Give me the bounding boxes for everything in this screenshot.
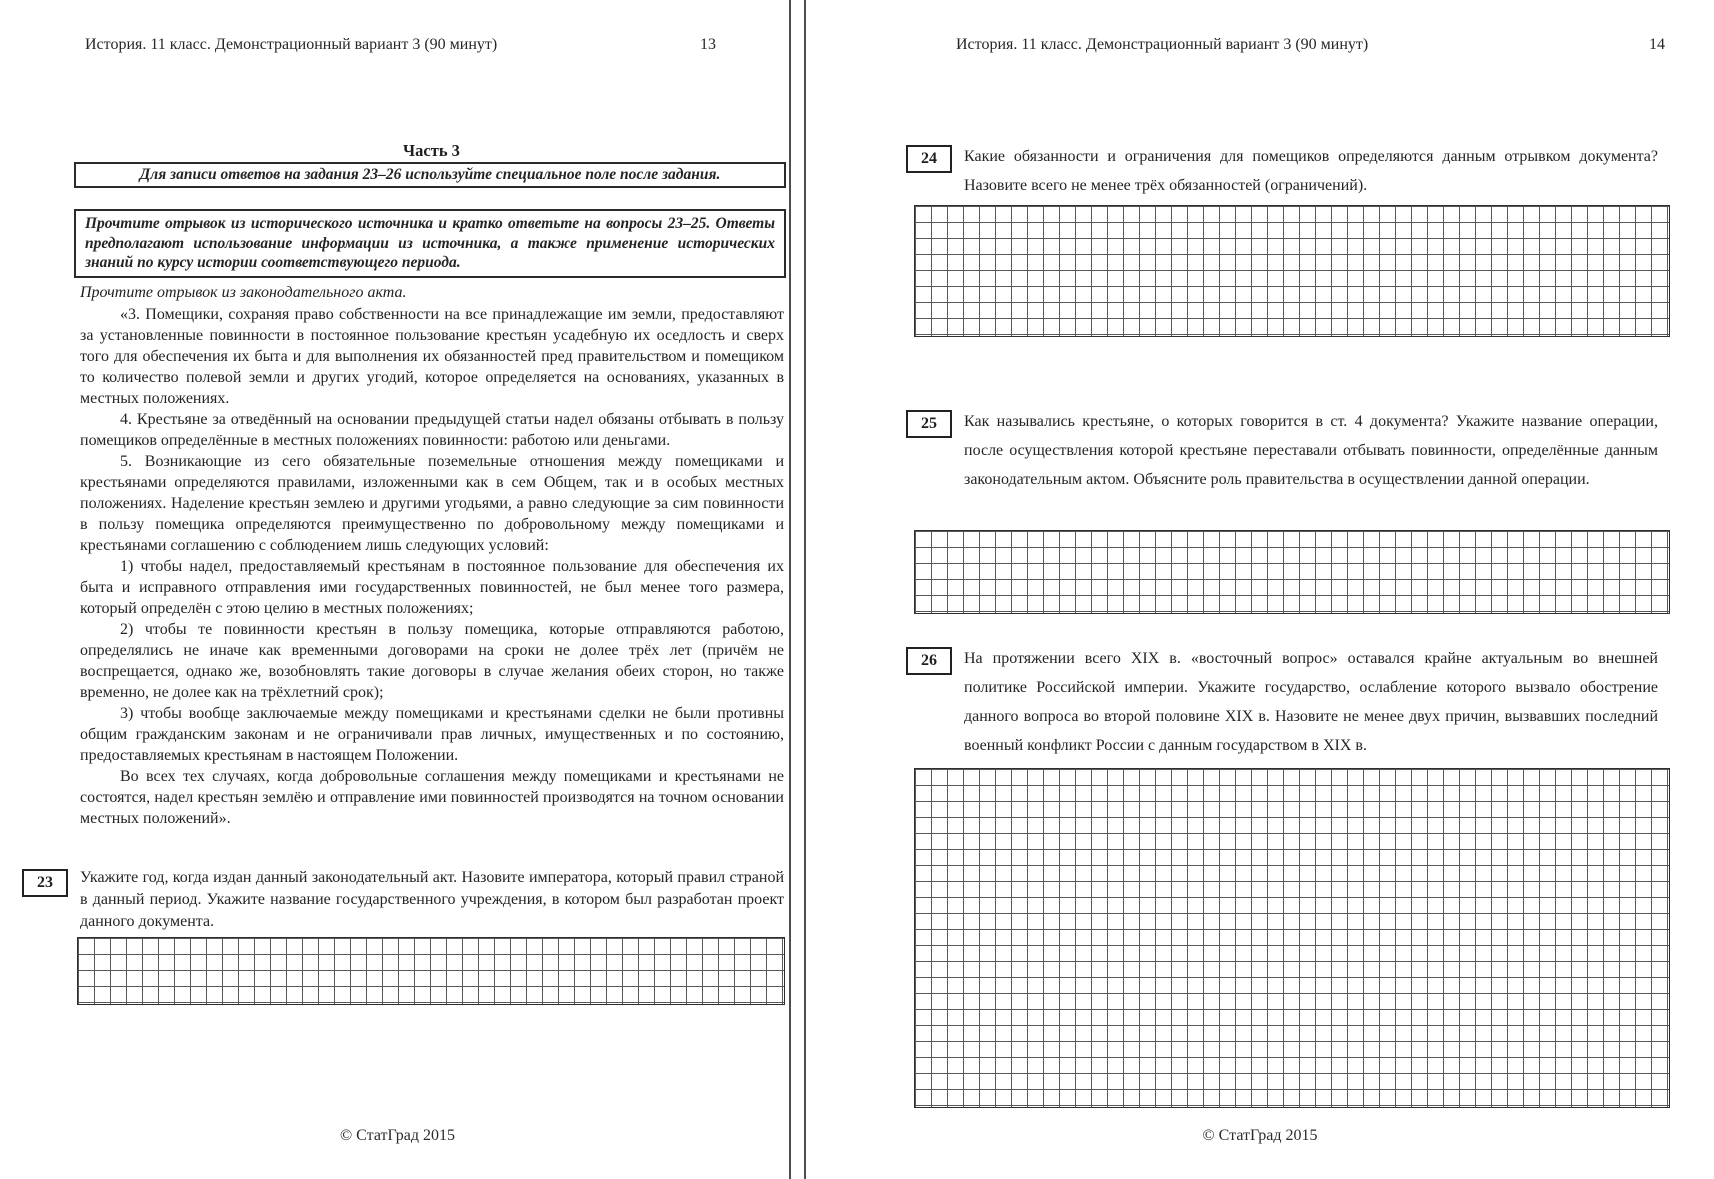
- question-number-box-25: 25: [906, 410, 952, 438]
- answer-grid-24: [914, 205, 1670, 337]
- instruction-box-read-source: Прочтите отрывок из исторического источника и кратко ответьте на вопросы 23–25. Ответы предполагают использование информации из источника, а также применение исторических знаний по курсу истории соответствующего периода.: [74, 209, 786, 278]
- passage-paragraph: 5. Возникающие из сего обязательные поземельные отношения между помещиками и крестьянами определяются правилами, изложенными как в сем Общем, так и в особых местных положениях. Наделение крестьян землею и другими угодьями, а равно следующие за сим повинности в пользу помещика определяются преимущественно по добровольному между помещиками и крестьянами соглашению с соблюдением лишь следующих условий:: [80, 453, 784, 554]
- passage-paragraph: Во всех тех случаях, когда добровольные соглашения между помещиками и крестьянами не состоятся, надел крестьян землёю и отправление ими повинностей производятся на точном основании местных положений».: [80, 768, 784, 827]
- page-14: [806, 0, 1714, 1179]
- page-header-title: История. 11 класс. Демонстрационный вариант 3 (90 минут): [956, 36, 1369, 53]
- part-heading: Часть 3: [403, 141, 460, 160]
- instruction-box-answer-field: Для записи ответов на задания 23–26 используйте специальное поле после задания.: [74, 162, 786, 188]
- question-number-box-23: 23: [22, 869, 68, 897]
- page-footer: © СтатГрад 2015: [340, 1127, 455, 1144]
- page-number: 14: [1649, 36, 1665, 53]
- passage-paragraph: «3. Помещики, сохраняя право собственности на все принадлежащие им земли, предоставляют за установленные повинности в постоянное пользование крестьян усадебную их оседлость и сверх того для обеспечения их быта и для выполнения их обязанностей пред правительством и помещиком то количество полевой земли и других угодий, которое определяется на основаниях, указанных в местных положениях.: [80, 306, 784, 407]
- page-number: 13: [700, 36, 716, 53]
- question-number-box-26: 26: [906, 647, 952, 675]
- answer-grid-26: [914, 768, 1670, 1108]
- answer-grid-23: [77, 937, 785, 1005]
- passage-paragraph: 2) чтобы те повинности крестьян в пользу помещика, которые отправляются работою, определялись не иначе как временными договорами на сроки не долее трёх лет (причём не воспрещается, однако же, возобновлять такие договоры в случае желания обеих сторон, но также временно, не долее как на трёхлетний срок);: [80, 621, 784, 701]
- source-passage: [80, 304, 784, 829]
- passage-paragraph: 1) чтобы надел, предоставляемый крестьянам в постоянное пользование для обеспечения их быта и исправного отправления ими государственных повинностей, не был менее того размера, который определён с этою целию в местных положениях;: [80, 558, 784, 617]
- page-footer: © СтатГрад 2015: [1202, 1127, 1318, 1144]
- answer-grid-25: [914, 530, 1670, 614]
- page-divider: [789, 0, 806, 1179]
- question-text-24: Какие обязанности и ограничения для помещиков определяются данным отрывком документа? Назовите всего не менее трёх обязанностей (ограничений).: [964, 148, 1658, 194]
- question-text-25: Как назывались крестьяне, о которых говорится в ст. 4 документа? Укажите название операции, после осуществления которой крестьяне переставали отбывать повинности, определённые данным законодательным актом. Объясните роль правительства в осуществлении данной операции.: [964, 413, 1658, 488]
- passage-paragraph: 3) чтобы вообще заключаемые между помещиками и крестьянами сделки не были противны общим гражданским законам и не ограничивали прав личных, имущественных и по состоянию, предоставляемых крестьянам в настоящем Положении.: [80, 705, 784, 764]
- page-header-title: История. 11 класс. Демонстрационный вариант 3 (90 минут): [85, 36, 498, 53]
- question-text-23: Укажите год, когда издан данный законодательный акт. Назовите императора, который правил страной в данный период. Укажите название государственного учреждения, в котором был разработан проект данного документа.: [80, 869, 784, 930]
- page-13: [0, 0, 795, 1179]
- passage-paragraph: 4. Крестьяне за отведённый на основании предыдущей статьи надел обязаны отбывать в пользу помещиков определённые в местных положениях повинности: работою или деньгами.: [80, 411, 784, 449]
- source-intro: Прочтите отрывок из законодательного акта.: [80, 284, 407, 301]
- question-text-26: На протяжении всего XIX в. «восточный вопрос» оставался крайне актуальным во внешней политике Российской империи. Укажите государство, ослабление которого вызвало обострение данного вопроса во второй половине XIX в. Назовите не менее двух причин, вызвавших последний военный конфликт России с данным государством в XIX в.: [964, 650, 1658, 754]
- question-number-box-24: 24: [906, 145, 952, 173]
